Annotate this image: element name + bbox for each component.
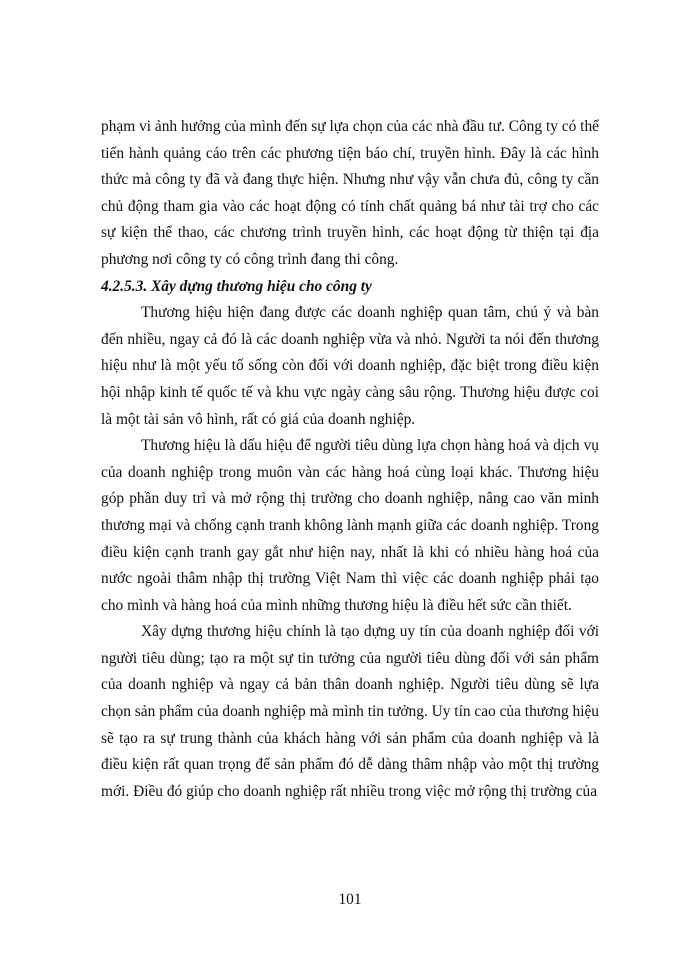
paragraph-brand-role: Thương hiệu là dấu hiệu để người tiêu dùng lựa chọn hàng hoá và dịch vụ của doanh nghiệp trong muôn vàn các hàng hoá cùng loại khác. Thương hiệu góp phần duy trì và mở rộng thị trường cho doanh nghiệp, nâng cao văn minh thương mại và chống cạnh tranh không lành mạnh giữa các doanh nghiệp. Trong điều kiện cạnh tranh gay gắt như hiện nay, nhất là khi có nhiều hàng hoá của nước ngoài thâm nhập thị trường Việt Nam thì việc các doanh nghiệp phải tạo cho mình và hàng hoá của mình những thương hiệu là điều hết sức cần thiết.: [101, 437, 599, 614]
paragraph-brand-building: Xây dựng thương hiệu chính là tạo dựng uy tín của doanh nghiệp đối với người tiêu dùng; tạo ra một sự tin tưởng của người tiêu dùng đối với sản phẩm của doanh nghiệp và ngay cả bản thân doanh nghiệp. Người tiêu dùng sẽ lựa chọn sản phẩm của doanh nghiệp mà mình tin tưởng. Uy tín cao của thương hiệu sẽ tạo ra sự trung thành của khách hàng với sản phẩm của doanh nghiệp và là điều kiện rất quan trọng để sản phẩm đó dễ dàng thâm nhập vào một thị trường mới. Điều đó giúp cho doanh nghiệp rất nhiều trong việc mở rộng thị trường của: [101, 623, 599, 800]
section-heading: 4.2.5.3. Xây dựng thương hiệu cho công ty: [101, 277, 372, 295]
page-body: [101, 114, 599, 805]
paragraph-brand-importance: Thương hiệu hiện đang được các doanh nghiệp quan tâm, chú ý và bàn đến nhiều, ngay cả đó là các doanh nghiệp vừa và nhỏ. Người ta nói đến thương hiệu như là một yếu tố sống còn đối với doanh nghiệp, đặc biệt trong điều kiện hội nhập kinh tế quốc tế và khu vực ngày càng sâu rộng. Thương hiệu được coi là một tài sản vô hình, rất có giá của doanh nghiệp.: [101, 304, 599, 428]
page-number: 101: [338, 891, 362, 908]
paragraph-continuation: phạm vi ảnh hưởng của mình đến sự lựa chọn của các nhà đầu tư. Công ty có thể tiến hành quảng cáo trên các phương tiện báo chí, truyền hình. Đây là các hình thức mà công ty đã và đang thực hiện. Nhưng như vậy vẫn chưa đủ, công ty cần chủ động tham gia vào các hoạt động có tính chất quảng bá như tài trợ cho các sự kiện thể thao, các chương trình truyền hình, các hoạt động từ thiện tại địa phương nơi công ty có công trình đang thi công.: [101, 118, 599, 268]
